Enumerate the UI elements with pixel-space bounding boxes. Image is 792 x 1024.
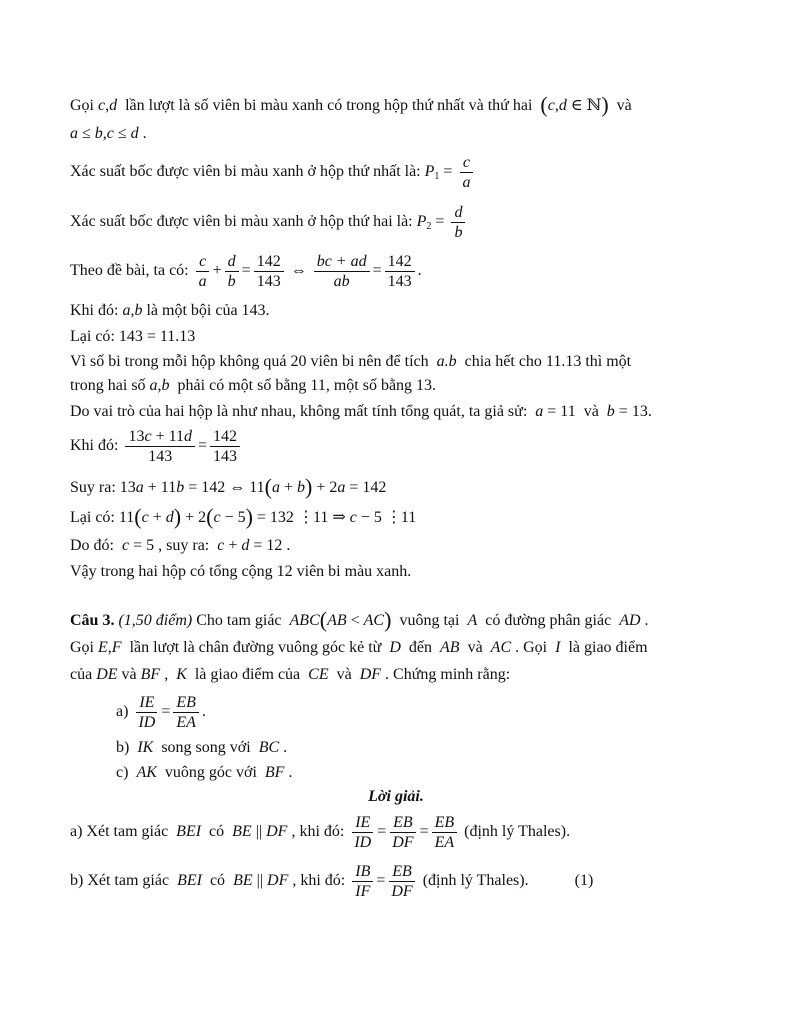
substitution-label: Khi đó:	[70, 437, 119, 455]
line-define-c-d: Gọi c,d lần lượt là số viên bi màu xanh có trong hộp thứ nhất và thứ hai (c,d ∈ ℕ) và	[70, 92, 632, 117]
line-divisibility: Lại có: 11(c + d) + 2(c − 5) = 132 ⋮11 ⇒ c − 5 ⋮11	[70, 504, 417, 529]
prob-1-label: Xác suất bốc được viên bi màu xanh ở hộp thứ nhất là:	[70, 163, 421, 181]
line-probability-box-1: Xác suất bốc được viên bi màu xanh ở hộp thứ nhất là: $P_1$ = $\frac{c}{a}$	[70, 153, 476, 192]
line-multiple-143: Khi đó: a,b là một bội của 143.	[70, 302, 270, 319]
question-3-part-a: a) $\frac{IE}{ID}$ = $\frac{EB}{EA}$ .	[116, 694, 206, 731]
solution-part-b: b) Xét tam giác BEI có BE || DF , khi đó: $\frac{IB}{IF}$ = $\frac{EB}{DF}$ (định lý Thales). (1)	[70, 863, 594, 900]
given-label: Theo đề bài, ta có:	[70, 262, 189, 280]
question-label: Câu 3.	[70, 612, 115, 629]
thales-note-b: (định lý Thales).	[422, 872, 529, 890]
question-3-part-c: c) AK vuông góc với BF .	[116, 764, 293, 781]
equation-ref-1: (1)	[574, 872, 594, 890]
fraction-c-over-a: $\frac{c}{a}$	[459, 153, 473, 192]
line-probability-box-2: Xác suất bốc được viên bi màu xanh ở hộp thứ hai là: $P_2$ = $\frac{d}{b}$	[70, 203, 468, 242]
question-3-line-2: Gọi E,F lần lượt là chân đường vuông góc kẻ từ D đến AB và AC . Gọi I là giao điểm	[70, 639, 648, 656]
line-equation-given: Theo đề bài, ta có: $\frac{c}{a}$ + $\frac{d}{b}$ = $\frac{142}{143}$ ⇔ $\frac{bc + ad}{ab}$ = $\frac{142}{143}$ .	[70, 253, 422, 290]
question-3-line-1: Câu 3. (1,50 điểm) Cho tam giác ABC(AB < AC) vuông tại A có đường phân giác AD .	[70, 607, 649, 632]
question-3-line-3: của DE và BF , K là giao điểm của CE và DF . Chứng minh rằng:	[70, 666, 511, 683]
question-3-part-b: b) IK song song với BC .	[116, 739, 288, 756]
question-points: (1,50 điểm)	[118, 612, 193, 629]
line-reason-2: trong hai số a,b phải có một số bằng 11, một số bằng 13.	[70, 377, 437, 394]
solution-part-a: a) Xét tam giác BEI có BE || DF , khi đó: $\frac{IE}{ID}$ = $\frac{EB}{DF}$ = $\frac{EB}{EA}$ (định lý Thales).	[70, 814, 571, 851]
line-result-c: Do đó: c = 5 , suy ra: c + d = 12 .	[70, 537, 291, 554]
line-assumption: Do vai trò của hai hộp là như nhau, không mất tính tổng quát, ta giả sử: a = 11 và b = 13.	[70, 403, 652, 420]
part-a-label: a)	[116, 703, 129, 721]
line-conclusion: Vậy trong hai hộp có tổng cộng 12 viên bi màu xanh.	[70, 563, 412, 580]
line-factor-143: Lại có: 143 = 11.13	[70, 328, 196, 345]
prob-2-label: Xác suất bốc được viên bi màu xanh ở hộp thứ hai là:	[70, 213, 413, 231]
solution-heading: Lời giải.	[368, 788, 424, 805]
thales-note-a: (định lý Thales).	[464, 823, 571, 841]
line-conditions: a ≤ b,c ≤ d .	[70, 125, 147, 142]
line-substitution: Khi đó: $\frac{13c + 11d}{143}$ = $\frac{142}{143}$	[70, 427, 243, 466]
fraction-d-over-b: $\frac{d}{b}$	[451, 203, 465, 242]
line-reason-1: Vì số bi trong mỗi hộp không quá 20 viên bi nên để tích a.b chia hết cho 11.13 thì một	[70, 353, 632, 370]
line-deduce: Suy ra: 13a + 11b = 142 ⇔ 11(a + b) + 2a = 142	[70, 474, 387, 499]
